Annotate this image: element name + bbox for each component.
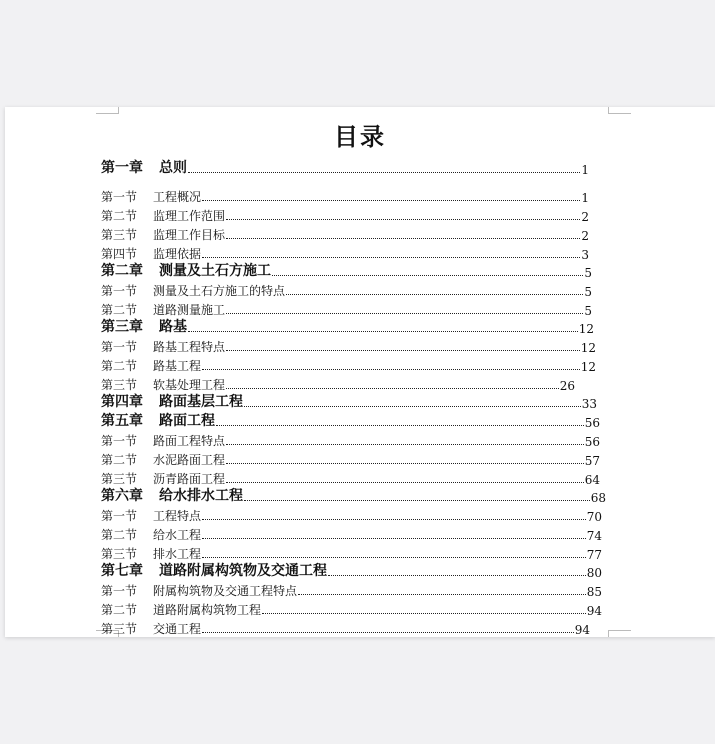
- toc-page-number: 56: [584, 416, 600, 430]
- toc-entry-number: 第五章: [101, 413, 143, 429]
- toc-chapter-entry[interactable]: [101, 487, 606, 505]
- toc-dot-leader: [202, 632, 574, 633]
- toc-entry-title: 沥青路面工程: [153, 472, 226, 486]
- toc-entry-title: 测量及土石方施工: [159, 263, 271, 279]
- toc-entry-number: 第三节: [101, 228, 138, 242]
- toc-section-entry[interactable]: [101, 450, 600, 468]
- toc-chapter-entry[interactable]: [101, 562, 602, 580]
- toc-entry-title: 路面工程特点: [153, 434, 226, 448]
- toc-entry-title: 路基工程: [153, 359, 202, 373]
- document-page: [5, 107, 715, 637]
- toc-entry-number: 第二章: [101, 263, 143, 279]
- toc-dot-leader: [262, 613, 586, 614]
- toc-entry-number: 第一节: [101, 434, 138, 448]
- toc-dot-leader: [272, 275, 583, 276]
- toc-dot-leader: [226, 463, 584, 464]
- toc-entry-number: 第三章: [101, 319, 143, 335]
- toc-entry-title: 路面工程: [159, 413, 215, 429]
- toc-dot-leader: [226, 219, 580, 220]
- toc-dot-leader: [202, 257, 580, 258]
- toc-entry-title: 路基: [159, 319, 187, 335]
- toc-entry-title: 总则: [159, 160, 187, 176]
- toc-entry-title: 监理工作目标: [153, 228, 226, 242]
- toc-entry-title: 道路附属构筑物及交通工程: [159, 563, 327, 579]
- toc-page-number: 80: [586, 566, 602, 580]
- toc-entry-number: 第一节: [101, 509, 138, 523]
- toc-entry-number: 第六章: [101, 488, 143, 504]
- toc-entry-number: 第一节: [101, 284, 138, 298]
- toc-chapter-entry[interactable]: [101, 318, 594, 336]
- toc-entry-title: 附属构筑物及交通工程特点: [153, 584, 298, 598]
- toc-entry-number: 第二节: [101, 453, 138, 467]
- toc-section-entry[interactable]: [101, 506, 602, 524]
- toc-page-number: 68: [590, 491, 606, 505]
- toc-entry-title: 道路测量施工: [153, 303, 226, 317]
- toc-entry-number: 第三节: [101, 547, 138, 561]
- toc-page-number: 12: [578, 322, 594, 336]
- toc-entry-title: 交通工程: [153, 622, 202, 636]
- toc-chapter-entry[interactable]: [101, 159, 589, 177]
- toc-dot-leader: [298, 594, 586, 595]
- toc-entry-title: 监理依据: [153, 247, 202, 261]
- toc-page-number: 94: [586, 604, 602, 618]
- toc-section-entry[interactable]: [101, 525, 602, 543]
- toc-entry-number: 第一节: [101, 340, 138, 354]
- toc-entry-number: 第二节: [101, 209, 138, 223]
- toc-page-number: 70: [586, 510, 602, 524]
- toc-section-entry[interactable]: [101, 600, 602, 618]
- toc-dot-leader: [226, 238, 580, 239]
- toc-entry-title: 排水工程: [153, 547, 202, 561]
- toc-dot-leader: [226, 313, 583, 314]
- toc-entry-title: 监理工作范围: [153, 209, 226, 223]
- toc-dot-leader: [202, 369, 580, 370]
- toc-entry-title: 路面基层工程: [159, 394, 243, 410]
- toc-entry-title: 给水工程: [153, 528, 202, 542]
- toc-dot-leader: [226, 444, 584, 445]
- toc-page-number: 26: [559, 379, 575, 393]
- toc-entry-number: 第一节: [101, 584, 138, 598]
- toc-page-number: 56: [584, 435, 600, 449]
- toc-entry-number: 第二节: [101, 603, 138, 617]
- toc-entry-title: 软基处理工程: [153, 378, 226, 392]
- toc-page-number: 3: [581, 248, 589, 262]
- toc-dot-leader: [328, 575, 586, 576]
- toc-page-number: 2: [581, 210, 589, 224]
- toc-dot-leader: [202, 200, 580, 201]
- toc-page-number: 5: [584, 266, 592, 280]
- toc-section-entry[interactable]: [101, 206, 589, 224]
- toc-section-entry[interactable]: [101, 225, 589, 243]
- toc-section-entry[interactable]: [101, 619, 590, 637]
- toc-page-number: 12: [580, 341, 596, 355]
- toc-dot-leader: [244, 500, 590, 501]
- toc-page-number: 77: [586, 548, 602, 562]
- toc-page-number: 74: [586, 529, 602, 543]
- toc-entry-number: 第二节: [101, 359, 138, 373]
- toc-section-entry[interactable]: [101, 337, 596, 355]
- toc-section-entry[interactable]: [101, 187, 589, 205]
- toc-entry-number: 第七章: [101, 563, 143, 579]
- toc-page-number: 2: [581, 229, 589, 243]
- toc-dot-leader: [188, 172, 580, 173]
- toc-entry-title: 工程概况: [153, 190, 202, 204]
- toc-chapter-entry[interactable]: [101, 262, 592, 280]
- toc-dot-leader: [202, 557, 586, 558]
- toc-page-number: 94: [574, 623, 590, 637]
- toc-page-number: 57: [584, 454, 600, 468]
- toc-page-number: 1: [581, 163, 589, 177]
- toc-section-entry[interactable]: [101, 581, 602, 599]
- toc-entry-number: 第二节: [101, 303, 138, 317]
- toc-entry-title: 水泥路面工程: [153, 453, 226, 467]
- toc-dot-leader: [216, 425, 584, 426]
- toc-dot-leader: [226, 388, 559, 389]
- toc-entry-number: 第三节: [101, 378, 138, 392]
- toc-page-number: 33: [581, 397, 597, 411]
- toc-entry-number: 第一节: [101, 190, 138, 204]
- toc-entry-title: 给水排水工程: [159, 488, 243, 504]
- toc-chapter-entry[interactable]: [101, 412, 600, 430]
- toc-page-number: 12: [580, 360, 596, 374]
- toc-page-number: 5: [584, 285, 592, 299]
- toc-dot-leader: [188, 331, 578, 332]
- toc-dot-leader: [286, 294, 583, 295]
- toc-entry-number: 第三节: [101, 472, 138, 486]
- toc-dot-leader: [226, 350, 580, 351]
- toc-page-number: 64: [584, 473, 600, 487]
- toc-entry-number: 第三节: [101, 622, 138, 636]
- toc-entry-title: 道路附属构筑物工程: [153, 603, 262, 617]
- toc-list: [5, 107, 715, 637]
- toc-dot-leader: [244, 406, 581, 407]
- toc-page-number: 85: [586, 585, 602, 599]
- toc-section-entry[interactable]: [101, 281, 592, 299]
- toc-dot-leader: [202, 538, 586, 539]
- toc-entry-title: 工程特点: [153, 509, 202, 523]
- toc-chapter-entry[interactable]: [101, 393, 597, 411]
- toc-dot-leader: [202, 519, 586, 520]
- toc-section-entry[interactable]: [101, 431, 600, 449]
- toc-entry-number: 第四章: [101, 394, 143, 410]
- toc-section-entry[interactable]: [101, 356, 596, 374]
- toc-entry-number: 第二节: [101, 528, 138, 542]
- toc-entry-number: 第四节: [101, 247, 138, 261]
- toc-dot-leader: [226, 482, 584, 483]
- toc-entry-title: 路基工程特点: [153, 340, 226, 354]
- toc-entry-number: 第一章: [101, 160, 143, 176]
- toc-title: 目录: [334, 122, 386, 151]
- toc-entry-title: 测量及土石方施工的特点: [153, 284, 286, 298]
- toc-page-number: 1: [581, 191, 589, 205]
- toc-page-number: 5: [584, 304, 592, 318]
